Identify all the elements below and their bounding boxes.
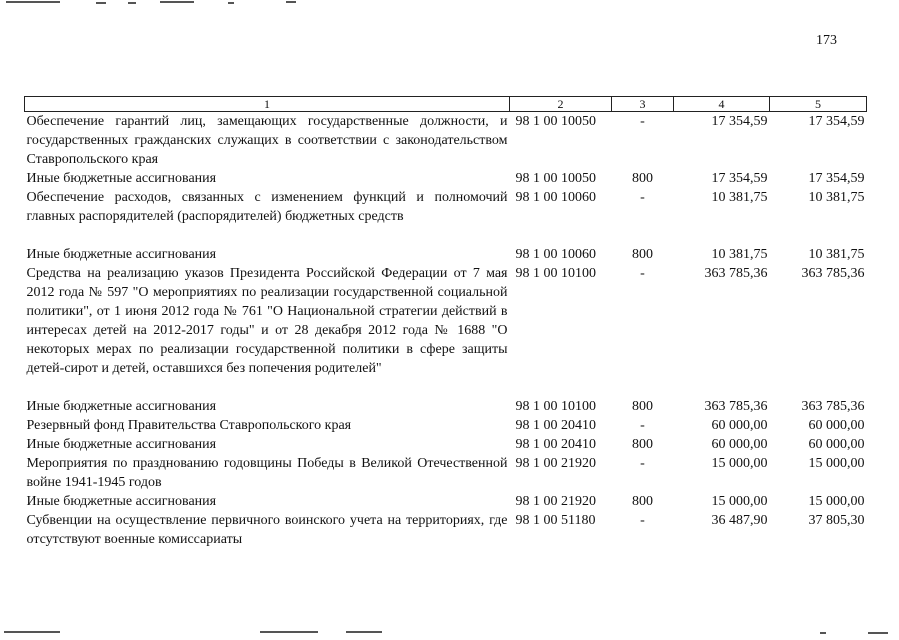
row-name: Иные бюджетные ассигнования bbox=[26, 494, 217, 509]
row-sum-year-2: 60 000,00 bbox=[808, 437, 865, 452]
row-expense-type: - bbox=[640, 456, 645, 471]
row-expense-type: 800 bbox=[632, 437, 653, 452]
row-sum-year-2: 10 381,75 bbox=[808, 190, 865, 205]
row-sum-year-1: 17 354,59 bbox=[711, 114, 768, 129]
row-sum-year-2: 363 785,36 bbox=[801, 266, 865, 281]
table-row bbox=[25, 188, 867, 226]
spacer-row bbox=[25, 226, 867, 245]
row-sum-year-2: 17 354,59 bbox=[808, 114, 865, 129]
budget-table bbox=[24, 96, 867, 549]
row-expense-type: - bbox=[640, 190, 645, 205]
row-expense-type: 800 bbox=[632, 399, 653, 414]
row-name: Обеспечение гарантий лиц, замещающих государственные должности, и государственных гражданских служащих в соответствии с законодательством Ставропольского края bbox=[26, 114, 508, 167]
table-row bbox=[25, 264, 867, 378]
row-code: 98 1 00 10060 bbox=[515, 247, 596, 262]
column-header-2: 2 bbox=[510, 97, 612, 112]
row-name: Иные бюджетные ассигнования bbox=[26, 171, 217, 186]
row-sum-year-1: 36 487,90 bbox=[711, 513, 768, 528]
row-sum-year-2: 15 000,00 bbox=[808, 494, 865, 509]
column-header-4: 4 bbox=[674, 97, 770, 112]
row-sum-year-1: 15 000,00 bbox=[711, 494, 768, 509]
row-name: Иные бюджетные ассигнования bbox=[26, 247, 217, 262]
table-row bbox=[25, 169, 867, 188]
page-number: 173 bbox=[816, 33, 837, 48]
table-row bbox=[25, 435, 867, 454]
row-code: 98 1 00 10060 bbox=[515, 190, 596, 205]
table-row bbox=[25, 112, 867, 170]
row-expense-type: - bbox=[640, 418, 645, 433]
row-sum-year-2: 15 000,00 bbox=[808, 456, 865, 471]
row-sum-year-2: 10 381,75 bbox=[808, 247, 865, 262]
spacer-row bbox=[25, 378, 867, 397]
row-expense-type: 800 bbox=[632, 494, 653, 509]
row-sum-year-1: 10 381,75 bbox=[711, 247, 768, 262]
row-name: Мероприятия по празднованию годовщины Победы в Великой Отечественной войне 1941-1945 годов bbox=[26, 456, 508, 490]
column-header-1: 1 bbox=[25, 97, 510, 112]
table-row bbox=[25, 245, 867, 264]
table-row bbox=[25, 397, 867, 416]
row-code: 98 1 00 20410 bbox=[515, 418, 596, 433]
scan-artifacts-top bbox=[0, 0, 899, 8]
row-expense-type: - bbox=[640, 266, 645, 281]
row-code: 98 1 00 20410 bbox=[515, 437, 596, 452]
row-code: 98 1 00 21920 bbox=[515, 494, 596, 509]
row-sum-year-1: 60 000,00 bbox=[711, 418, 768, 433]
table-row bbox=[25, 511, 867, 549]
row-code: 98 1 00 51180 bbox=[515, 513, 596, 528]
row-code: 98 1 00 10050 bbox=[515, 114, 596, 129]
row-code: 98 1 00 10100 bbox=[515, 399, 596, 414]
row-sum-year-2: 363 785,36 bbox=[801, 399, 865, 414]
row-name: Средства на реализацию указов Президента Российской Федерации от 7 мая 2012 года № 597 "О мероприятиях по реализации государственной социальной политики", от 1 июня 2012 года № 761 "О Национальной стратегии действий в интересах детей на 2012-2017 годы" и от 28 декабря 2012 года № 1688 "О некоторых мерах по реализации государственной политики в сфере защиты детей-сирот и детей, оставшихся без попечения родителей" bbox=[26, 266, 508, 376]
row-expense-type: - bbox=[640, 114, 645, 129]
table-row bbox=[25, 454, 867, 492]
row-code: 98 1 00 10100 bbox=[515, 266, 596, 281]
row-code: 98 1 00 10050 bbox=[515, 171, 596, 186]
column-header-3: 3 bbox=[612, 97, 674, 112]
row-sum-year-2: 37 805,30 bbox=[808, 513, 865, 528]
row-name: Обеспечение расходов, связанных с изменением функций и полномочий главных распорядителей (распорядителей) бюджетных средств bbox=[26, 190, 508, 224]
scan-artifacts-bottom bbox=[0, 628, 899, 636]
column-header-5: 5 bbox=[770, 97, 867, 112]
row-name: Иные бюджетные ассигнования bbox=[26, 399, 217, 414]
row-sum-year-1: 363 785,36 bbox=[704, 399, 768, 414]
table-row bbox=[25, 416, 867, 435]
row-name: Субвенции на осуществление первичного воинского учета на территориях, где отсутствуют военные комиссариаты bbox=[26, 513, 508, 547]
row-sum-year-2: 60 000,00 bbox=[808, 418, 865, 433]
row-sum-year-1: 15 000,00 bbox=[711, 456, 768, 471]
row-expense-type: 800 bbox=[632, 171, 653, 186]
row-sum-year-1: 17 354,59 bbox=[711, 171, 768, 186]
row-name: Резервный фонд Правительства Ставропольского края bbox=[26, 418, 352, 433]
row-sum-year-1: 363 785,36 bbox=[704, 266, 768, 281]
row-expense-type: - bbox=[640, 513, 645, 528]
row-name: Иные бюджетные ассигнования bbox=[26, 437, 217, 452]
table-row bbox=[25, 492, 867, 511]
row-sum-year-1: 60 000,00 bbox=[711, 437, 768, 452]
row-code: 98 1 00 21920 bbox=[515, 456, 596, 471]
table-header-row bbox=[25, 97, 867, 112]
row-sum-year-1: 10 381,75 bbox=[711, 190, 768, 205]
row-expense-type: 800 bbox=[632, 247, 653, 262]
row-sum-year-2: 17 354,59 bbox=[808, 171, 865, 186]
